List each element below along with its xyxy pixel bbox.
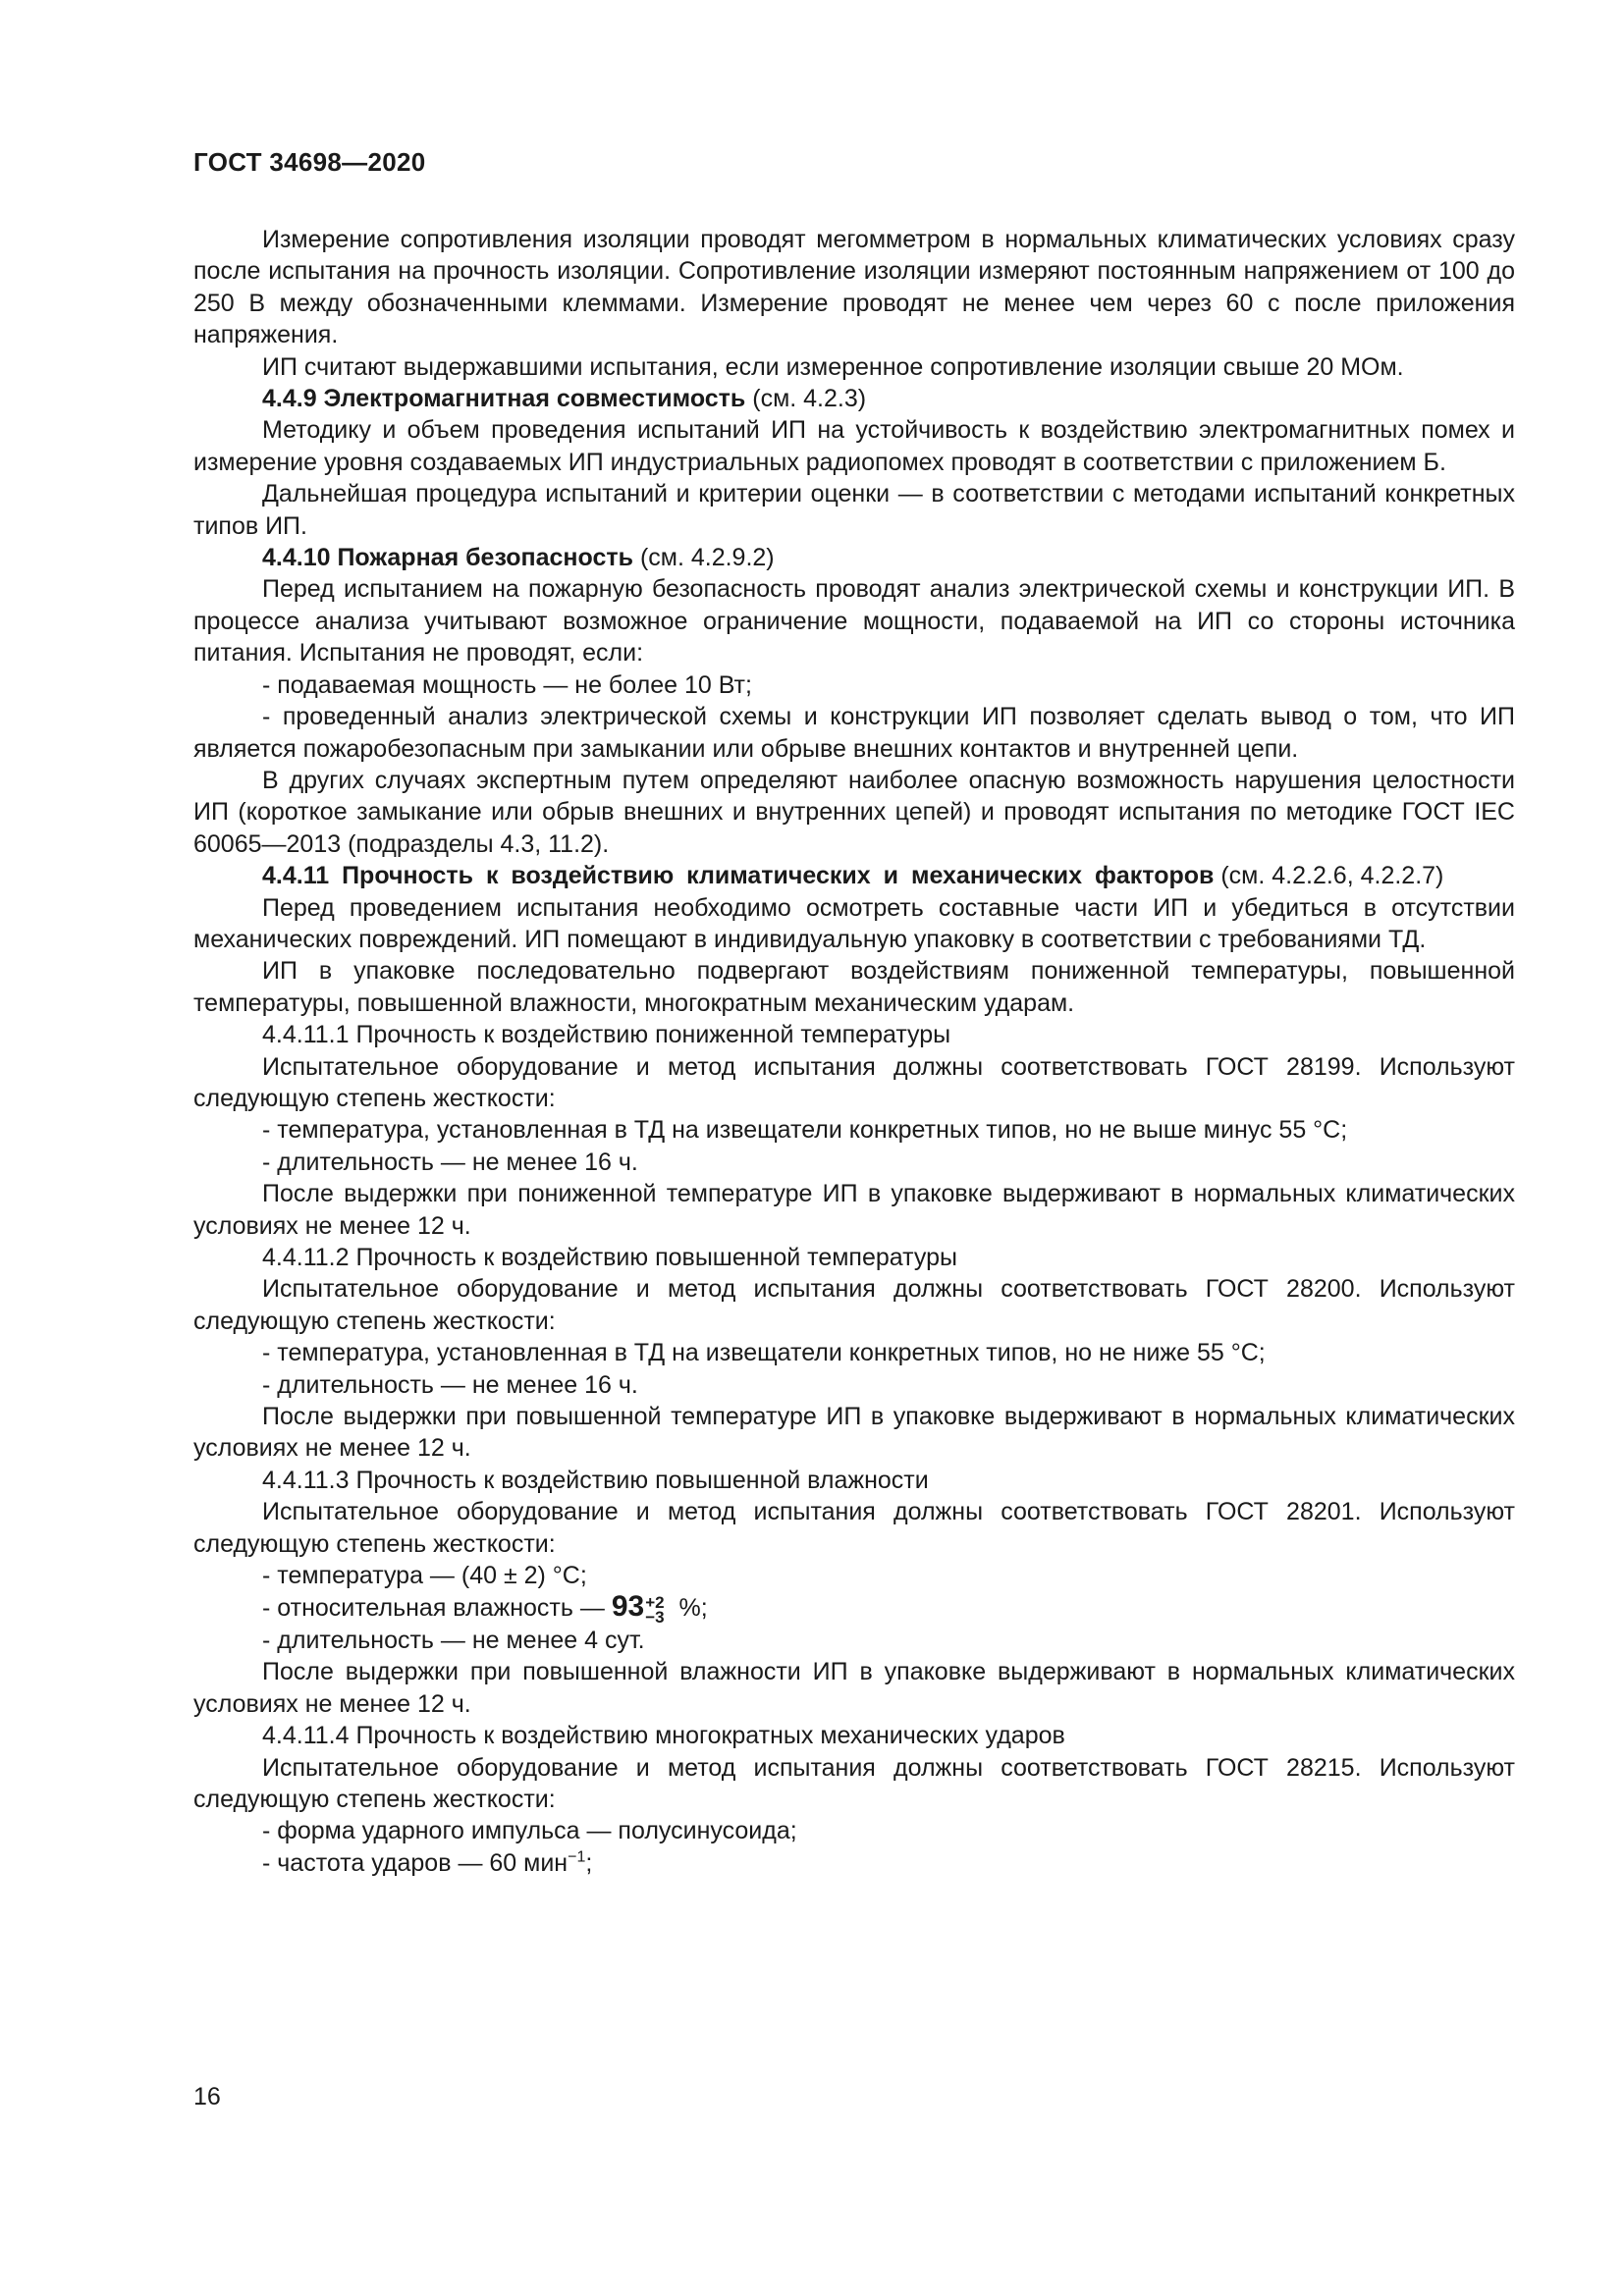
section-title: 4.4.10 Пожарная безопасность [262, 544, 633, 572]
tolerance-lower: −3 [645, 1607, 665, 1627]
section-title: 4.4.9 Электромагнитная совместимость [262, 385, 746, 413]
list-item: - проведенный анализ электрической схемы и конструкции ИП позволяет сделать вывод о том, что ИП является пожаробезопасным при замыкании или обрыве внешних контактов и внутренней цепи. [193, 703, 1515, 763]
list-item: - форма ударного импульса — полусинусоида; [262, 1817, 797, 1845]
section-title: 4.4.11 Прочность к воздействию климатических и механических факторов [262, 862, 1215, 890]
list-item-text: - относительная влажность — [262, 1594, 612, 1623]
subsection-heading: 4.4.11.1 Прочность к воздействию пониженной температуры [262, 1021, 951, 1049]
list-item-humidity [193, 1590, 1515, 1627]
list-item: - температура, установленная в ТД на извещатели конкретных типов, но не выше минус 55 °С; [262, 1116, 1348, 1145]
subsection-heading: 4.4.11.3 Прочность к воздействию повышенной влажности [262, 1466, 929, 1494]
list-item-text: - частота ударов — 60 мин [262, 1848, 568, 1877]
list-item-end: ; [585, 1848, 593, 1877]
subsection-heading: 4.4.11.4 Прочность к воздействию многократных механических ударов [262, 1722, 1065, 1750]
section-reference: (см. 4.2.3) [745, 385, 867, 413]
section-reference: (см. 4.2.9.2) [633, 544, 775, 572]
list-item: - длительность — не менее 16 ч. [262, 1148, 638, 1176]
section-heading-4-4-9 [193, 383, 1515, 414]
list-item: - длительность — не менее 4 сут. [262, 1626, 645, 1654]
paragraph: После выдержки при повышенной влажности ИП в упаковке выдерживают в нормальных климатических условиях не менее 12 ч. [193, 1658, 1515, 1718]
paragraph: Перед проведением испытания необходимо осмотреть составные части ИП и убедиться в отсутствии механических повреждений. ИП помещают в индивидуальную упаковку в соответствии с требованиями ТД. [193, 893, 1515, 953]
exponent: −1 [568, 1848, 586, 1866]
list-item: - подаваемая мощность — не более 10 Вт; [262, 670, 752, 699]
paragraph: ИП в упаковке последовательно подвергают воздействиям пониженной температуры, повышенной температуры, повышенной влажности, многократным механическим ударам. [193, 957, 1515, 1017]
paragraph: Методику и объем проведения испытаний ИП на устойчивость к воздействию электромагнитных помех и измерение уровня создаваемых ИП индустриальных радиопомех проводят в соответствии с приложением Б. [193, 416, 1515, 476]
paragraph: В других случаях экспертным путем определяют наиболее опасную возможность нарушения целостности ИП (короткое замыкание или обрыв внешних и внутренних цепей) и проводят испытания по методике ГОСТ IEC 60065—2013 (подразделы 4.3, 11.2). [193, 766, 1515, 858]
document-body [193, 224, 1515, 1879]
list-item-frequency [193, 1847, 1515, 1879]
list-item: - длительность — не менее 16 ч. [262, 1370, 638, 1399]
section-heading-4-4-11 [193, 860, 1515, 891]
paragraph: Испытательное оборудование и метод испытания должны соответствовать ГОСТ 28200. Используют следующую степень жесткости: [193, 1275, 1515, 1335]
paragraph: Испытательное оборудование и метод испытания должны соответствовать ГОСТ 28215. Используют следующую степень жесткости: [193, 1753, 1515, 1813]
tolerance-upper: +2 [645, 1592, 665, 1612]
paragraph: После выдержки при повышенной температуре ИП в упаковке выдерживают в нормальных климатических условиях не менее 12 ч. [193, 1403, 1515, 1463]
document-header: ГОСТ 34698—2020 [193, 147, 426, 177]
paragraph: Испытательное оборудование и метод испытания должны соответствовать ГОСТ 28199. Используют следующую степень жесткости: [193, 1052, 1515, 1112]
subsection-heading: 4.4.11.2 Прочность к воздействию повышенной температуры [262, 1244, 957, 1271]
list-item: - температура — (40 ± 2) °С; [262, 1562, 587, 1590]
section-reference: (см. 4.2.2.6, 4.2.2.7) [1214, 862, 1444, 890]
section-heading-4-4-10 [193, 542, 1515, 573]
paragraph: Измерение сопротивления изоляции проводят мегомметром в нормальных климатических условиях сразу после испытания на прочность изоляции. Сопротивление изоляции измеряют постоянным напряжением от 100 до 250 В между обозначенными клеммами. Измерение проводят не менее чем через 60 с после приложения напряжения. [193, 226, 1515, 349]
humidity-value: 93 [611, 1590, 645, 1624]
page-number: 16 [193, 2083, 221, 2110]
list-item: - температура, установленная в ТД на извещатели конкретных типов, но не ниже 55 °С; [262, 1339, 1266, 1367]
paragraph: Перед испытанием на пожарную безопасность проводят анализ электрической схемы и конструкции ИП. В процессе анализа учитывают возможное ограничение мощности, подаваемой на ИП со стороны источника питания. Испытания не проводят, если: [193, 575, 1515, 667]
humidity-tolerance [645, 1592, 665, 1627]
humidity-unit: %; [672, 1594, 708, 1623]
paragraph: ИП считают выдержавшими испытания, если измеренное сопротивление изоляции свыше 20 МОм. [262, 352, 1404, 381]
paragraph: Дальнейшая процедура испытаний и критерии оценки — в соответствии с методами испытаний конкретных типов ИП. [193, 480, 1515, 540]
paragraph: Испытательное оборудование и метод испытания должны соответствовать ГОСТ 28201. Используют следующую степень жесткости: [193, 1498, 1515, 1558]
paragraph: После выдержки при пониженной температуре ИП в упаковке выдерживают в нормальных климатических условиях не менее 12 ч. [193, 1180, 1515, 1240]
